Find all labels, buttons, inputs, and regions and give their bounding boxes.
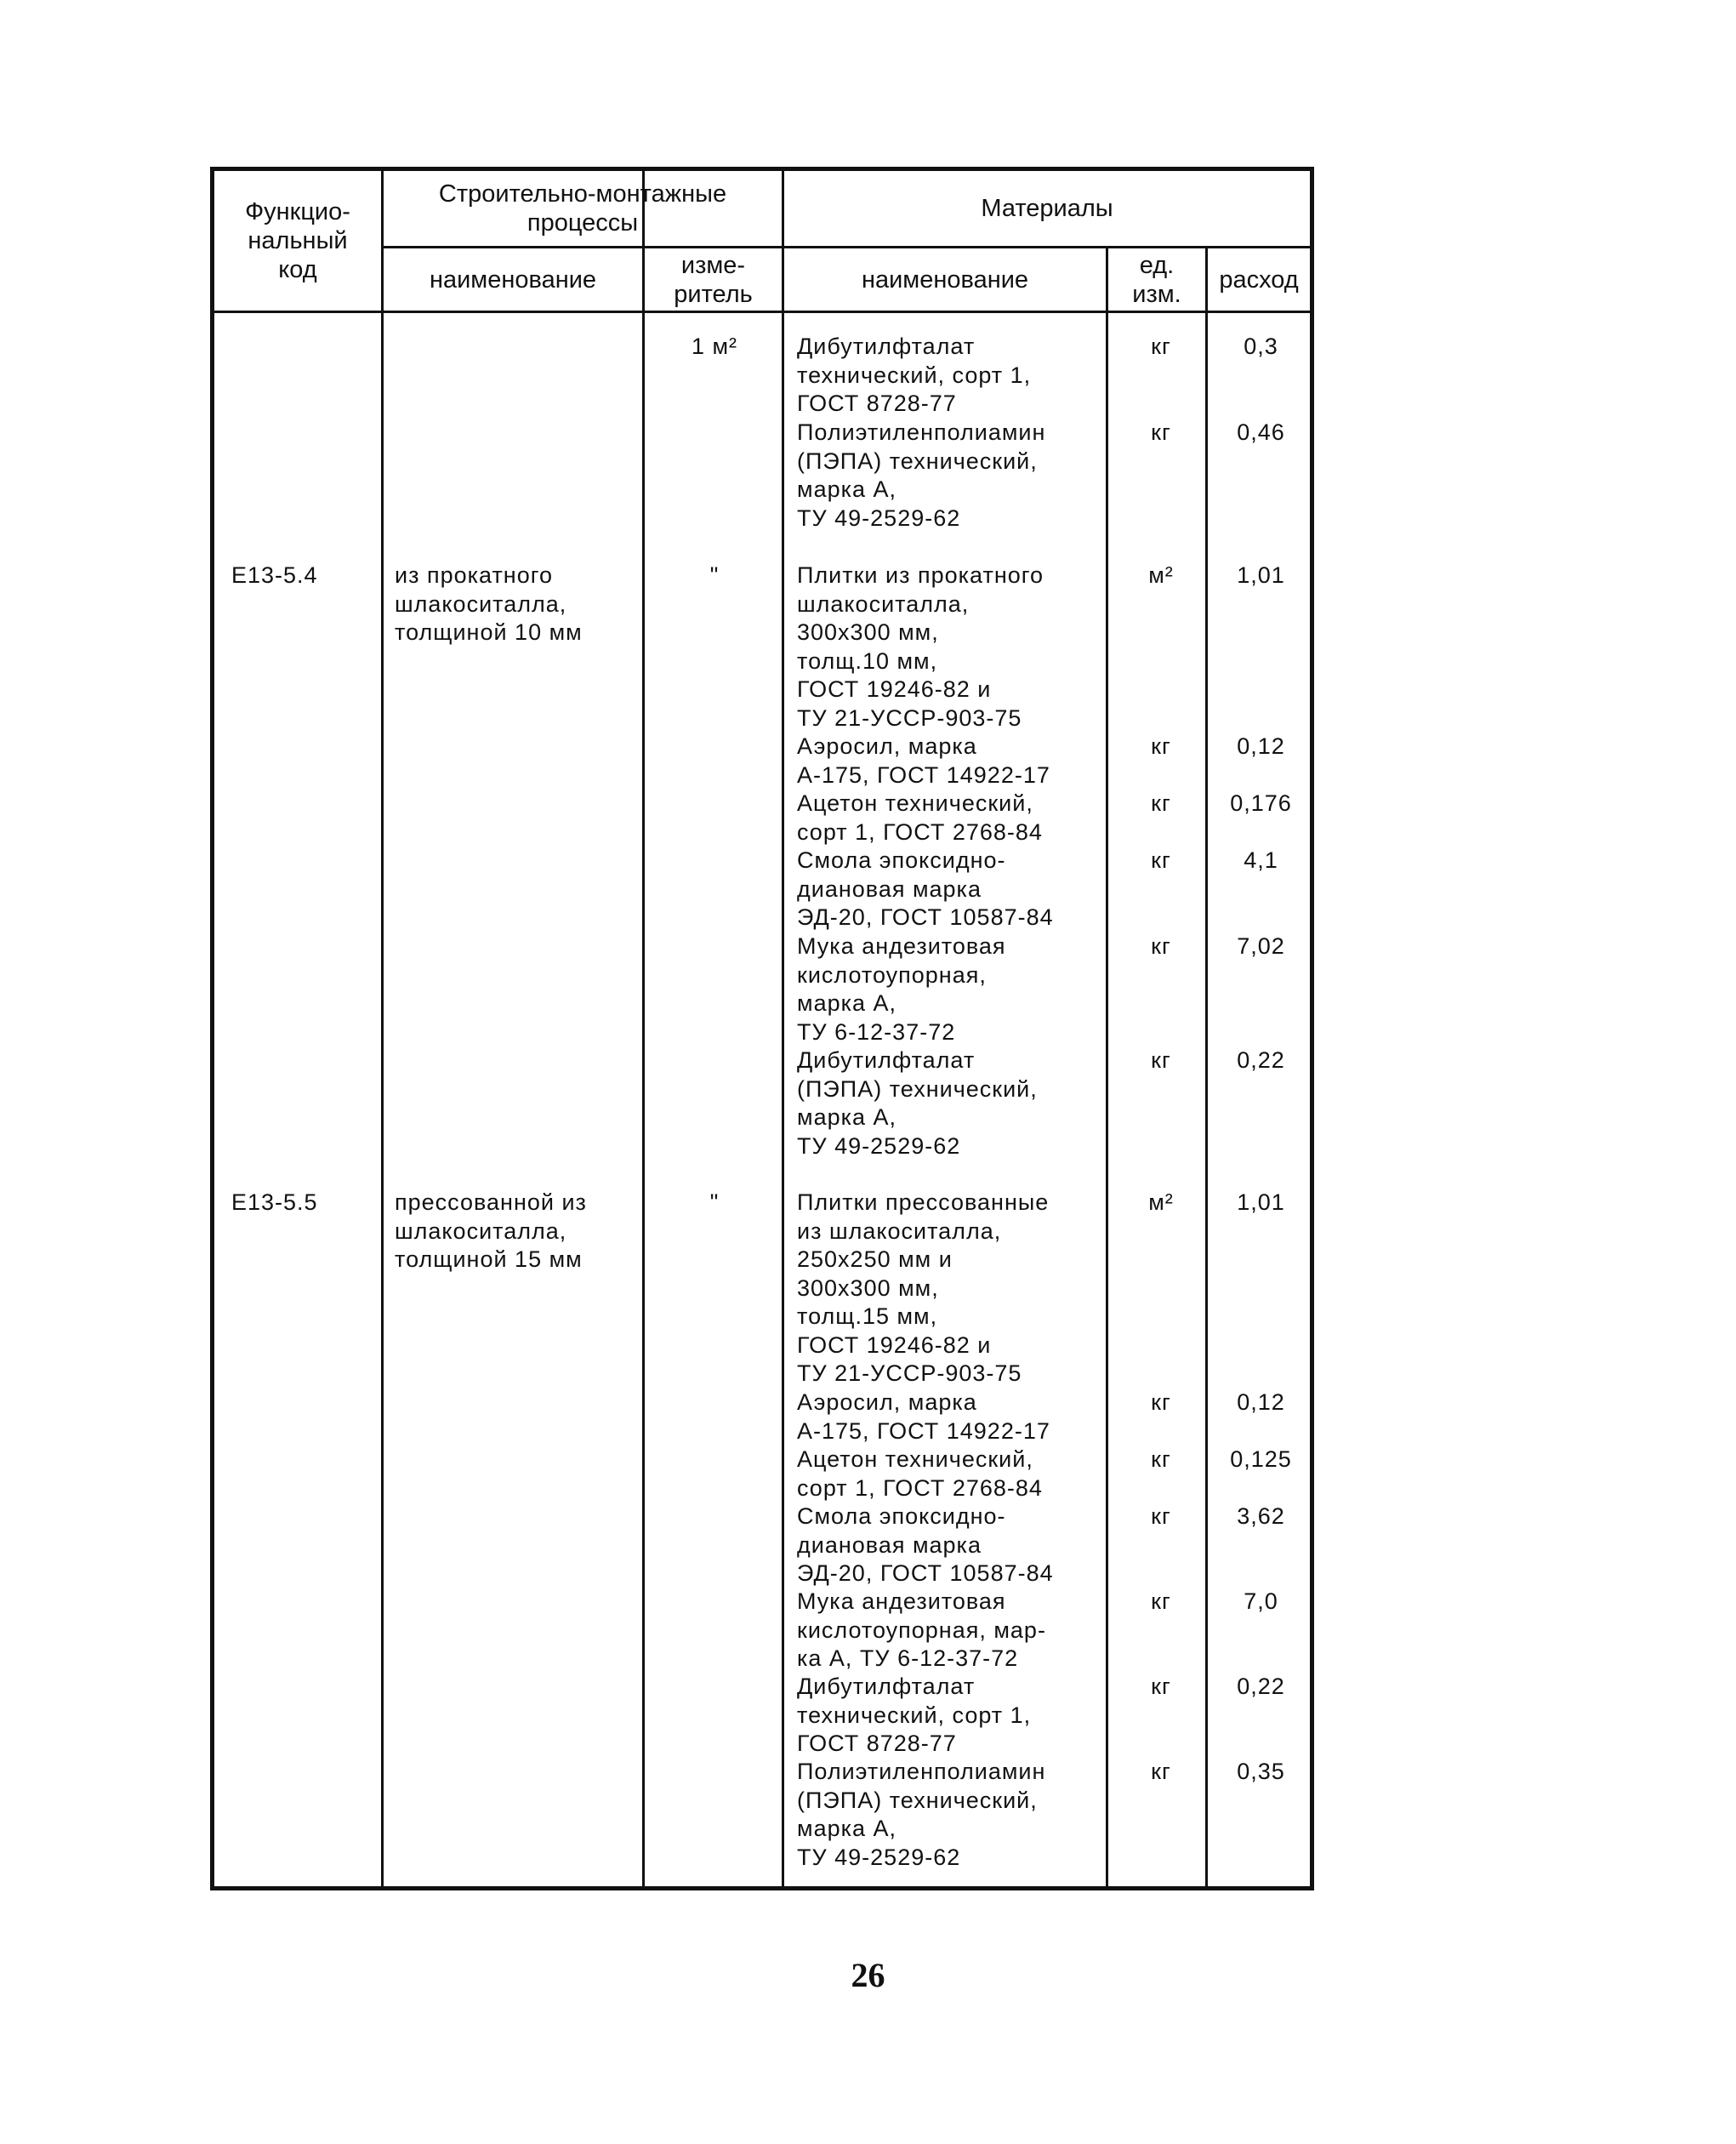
- header-process-name: наименование: [429, 265, 597, 294]
- measure-cell: 1 м²: [691, 334, 738, 359]
- unit-cell: кг: [1151, 1588, 1171, 1614]
- consumption-cell: 0,12: [1237, 733, 1285, 759]
- material-name-cell: Ацетон технический, сорт 1, ГОСТ 2768-84: [797, 1446, 1043, 1501]
- header-consumption: расход: [1219, 265, 1299, 294]
- consumption-cell: 0,22: [1237, 1047, 1285, 1073]
- header-material-name: наименование: [861, 265, 1029, 294]
- material-name-cell: Аэросил, марка А-175, ГОСТ 14922-17: [797, 733, 1050, 788]
- consumption-cell: 0,176: [1230, 790, 1292, 816]
- header-bottom-rule: [214, 311, 1310, 313]
- material-name-cell: Плитки из прокатного шлакоситалла, 300х300 мм, толщ.10 мм, ГОСТ 19246-82 и ТУ 21-УССР-903-75: [797, 562, 1044, 731]
- consumption-cell: 3,62: [1237, 1503, 1285, 1529]
- column-divider: [381, 171, 384, 1886]
- column-divider: [642, 171, 645, 1886]
- consumption-cell: 0,125: [1230, 1446, 1292, 1472]
- functional-code-cell: Е13-5.4: [231, 562, 318, 588]
- unit-cell: кг: [1151, 1047, 1171, 1073]
- material-name-cell: Плитки прессованные из шлакоситалла, 250х250 мм и 300х300 мм, толщ.15 мм, ГОСТ 19246-82 и ТУ 21-УССР-903-75: [797, 1189, 1050, 1386]
- material-name-cell: Полиэтиленполиамин (ПЭПА) технический, марка А, ТУ 49-2529-62: [797, 419, 1046, 531]
- unit-cell: кг: [1151, 1759, 1171, 1784]
- unit-cell: кг: [1151, 1446, 1171, 1472]
- header-processes-group: Строительно-монтажные процессы: [438, 180, 727, 237]
- unit-cell: кг: [1151, 933, 1171, 959]
- column-divider: [782, 171, 784, 1886]
- measure-cell: ": [709, 562, 720, 588]
- material-name-cell: Полиэтиленполиамин (ПЭПА) технический, марка А, ТУ 49-2529-62: [797, 1759, 1046, 1870]
- material-name-cell: Мука андезитовая кислотоупорная, мар- ка А, ТУ 6-12-37-72: [797, 1588, 1046, 1671]
- unit-cell: кг: [1151, 790, 1171, 816]
- material-name-cell: Дибутилфталат технический, сорт 1, ГОСТ 8728-77: [797, 1674, 1032, 1756]
- material-name-cell: Дибутилфталат (ПЭПА) технический, марка А, ТУ 49-2529-62: [797, 1047, 1038, 1159]
- consumption-cell: 4,1: [1244, 847, 1278, 873]
- materials-table: [210, 167, 1314, 1890]
- material-name-cell: Мука андезитовая кислотоупорная, марка А, ТУ 6-12-37-72: [797, 933, 1006, 1045]
- page-number: 26: [851, 1956, 885, 1994]
- unit-cell: кг: [1151, 419, 1171, 445]
- unit-cell: кг: [1151, 1503, 1171, 1529]
- header-functional-code: Функцио- нальный код: [245, 198, 350, 283]
- material-name-cell: Ацетон технический, сорт 1, ГОСТ 2768-84: [797, 790, 1043, 845]
- material-name-cell: Дибутилфталат технический, сорт 1, ГОСТ 8728-77: [797, 334, 1032, 416]
- material-name-cell: Смола эпоксидно- диановая марка ЭД-20, ГОСТ 10587-84: [797, 847, 1054, 930]
- unit-cell: м²: [1148, 1189, 1174, 1215]
- process-name-cell: из прокатного шлакоситалла, толщиной 10 мм: [395, 562, 583, 645]
- material-name-cell: Смола эпоксидно- диановая марка ЭД-20, ГОСТ 10587-84: [797, 1503, 1054, 1586]
- process-name-cell: прессованной из шлакоситалла, толщиной 15 мм: [395, 1189, 587, 1272]
- consumption-cell: 1,01: [1237, 562, 1285, 588]
- functional-code-cell: Е13-5.5: [231, 1189, 318, 1215]
- unit-cell: м²: [1148, 562, 1174, 588]
- header-materials-group: Материалы: [981, 195, 1113, 222]
- unit-cell: кг: [1151, 733, 1171, 759]
- consumption-cell: 1,01: [1237, 1189, 1285, 1215]
- unit-cell: кг: [1151, 1389, 1171, 1415]
- consumption-cell: 7,02: [1237, 933, 1285, 959]
- consumption-cell: 0,22: [1237, 1674, 1285, 1699]
- consumption-cell: 0,3: [1244, 334, 1278, 359]
- consumption-cell: 7,0: [1244, 1588, 1278, 1614]
- header-measure: изме- ритель: [674, 251, 753, 308]
- unit-cell: кг: [1151, 334, 1171, 359]
- material-name-cell: Аэросил, марка А-175, ГОСТ 14922-17: [797, 1389, 1050, 1444]
- measure-cell: ": [709, 1189, 720, 1215]
- unit-cell: кг: [1151, 1674, 1171, 1699]
- consumption-cell: 0,46: [1237, 419, 1285, 445]
- consumption-cell: 0,12: [1237, 1389, 1285, 1415]
- unit-cell: кг: [1151, 847, 1171, 873]
- consumption-cell: 0,35: [1237, 1759, 1285, 1784]
- header-unit: ед. изм.: [1132, 251, 1181, 308]
